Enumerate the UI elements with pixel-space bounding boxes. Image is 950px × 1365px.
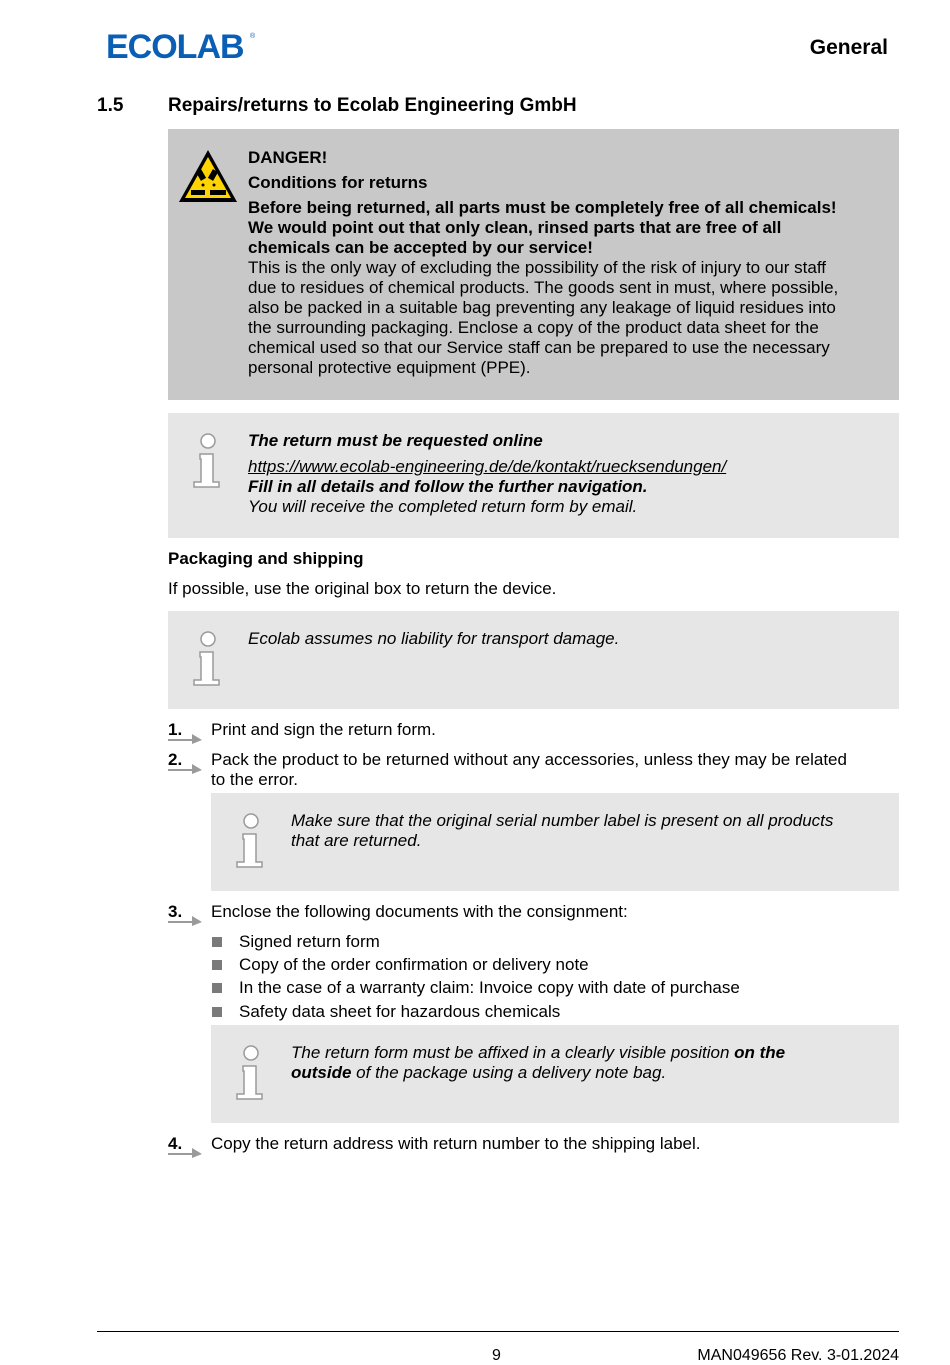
step-arrow-icon — [168, 1146, 204, 1158]
packaging-heading: Packaging and shipping — [168, 549, 364, 568]
info-liability-text: Ecolab assumes no liability for transport damage. — [248, 629, 620, 648]
document-item: Signed return form — [239, 932, 380, 951]
corrosive-warning-icon — [177, 148, 239, 204]
packaging-text: If possible, use the original box to return the device. — [168, 579, 557, 598]
info-affix-bold: on the — [734, 1043, 786, 1062]
step-number: 1. — [168, 720, 183, 739]
logo-text: ECOLAB — [106, 28, 244, 62]
info-serial-text: Make sure that the original serial number label is present on all products — [291, 811, 834, 830]
step-number: 2. — [168, 750, 183, 769]
danger-heading: DANGER! — [248, 148, 328, 167]
step-arrow-icon — [168, 762, 204, 774]
step-text: Pack the product to be returned without any accessories, unless they may be related — [211, 750, 847, 769]
danger-bold-line: We would point out that only clean, rinsed parts that are free of all — [248, 218, 782, 237]
info-online-instruction: Fill in all details and follow the further navigation. — [248, 477, 648, 496]
step-text: Copy the return address with return number to the shipping label. — [211, 1134, 701, 1153]
info-serial-text: that are returned. — [291, 831, 422, 850]
info-affix-text: of the package using a delivery note bag. — [351, 1063, 667, 1082]
danger-text-line: also be packed in a suitable bag preventing any leakage of liquid residues into — [248, 298, 836, 317]
step-text: to the error. — [211, 770, 298, 789]
info-affix-text: The return form must be affixed in a clearly visible position — [291, 1043, 735, 1062]
chapter-title: General — [809, 36, 888, 59]
bullet-square — [212, 937, 222, 947]
ecolab-logo — [106, 28, 256, 62]
step-arrow-icon — [168, 732, 204, 744]
danger-text-line: chemical used so that our Service staff can be prepared to use the necessary — [248, 338, 830, 357]
info-online-title: The return must be requested online — [248, 431, 543, 450]
info-affix-line2 — [291, 1063, 666, 1083]
section-number: 1.5 — [97, 95, 124, 116]
step-text: Enclose the following documents with the consignment: — [211, 902, 628, 921]
page-number: 9 — [492, 1347, 501, 1364]
info-icon — [234, 1044, 268, 1102]
section-title: Repairs/returns to Ecolab Engineering GmbH — [168, 95, 577, 116]
step-arrow-icon — [168, 914, 204, 926]
document-revision: MAN049656 Rev. 3-01.2024 — [697, 1347, 899, 1364]
bullet-square — [212, 1007, 222, 1017]
document-item: In the case of a warranty claim: Invoice copy with date of purchase — [239, 978, 740, 997]
footer-divider — [97, 1331, 899, 1332]
danger-text-line: the surrounding packaging. Enclose a copy of the product data sheet for the — [248, 318, 819, 337]
bullet-square — [212, 960, 222, 970]
svg-text:®: ® — [250, 33, 256, 40]
danger-bold-line: Before being returned, all parts must be completely free of all chemicals! — [248, 198, 837, 217]
danger-text-line: personal protective equipment (PPE). — [248, 358, 531, 377]
danger-text-line: This is the only way of excluding the possibility of the risk of injury to our staff — [248, 258, 826, 277]
danger-text-line: due to residues of chemical products. The goods sent in must, where possible, — [248, 278, 839, 297]
document-item: Copy of the order confirmation or delivery note — [239, 955, 589, 974]
step-text: Print and sign the return form. — [211, 720, 436, 739]
return-request-link[interactable]: https://www.ecolab-engineering.de/de/kontakt/ruecksendungen/ — [248, 457, 727, 476]
danger-bold-line: chemicals can be accepted by our service! — [248, 238, 593, 257]
info-affix-bold: outside — [291, 1063, 352, 1082]
info-icon — [234, 812, 268, 870]
info-icon — [191, 432, 225, 490]
info-affix-line1 — [291, 1043, 785, 1063]
step-number: 3. — [168, 902, 183, 921]
info-icon — [191, 630, 225, 688]
document-item: Safety data sheet for hazardous chemicals — [239, 1002, 561, 1021]
bullet-square — [212, 983, 222, 993]
danger-subheading: Conditions for returns — [248, 173, 428, 192]
step-number: 4. — [168, 1134, 183, 1153]
info-box-liability — [168, 611, 899, 709]
info-online-note: You will receive the completed return form by email. — [248, 497, 638, 516]
